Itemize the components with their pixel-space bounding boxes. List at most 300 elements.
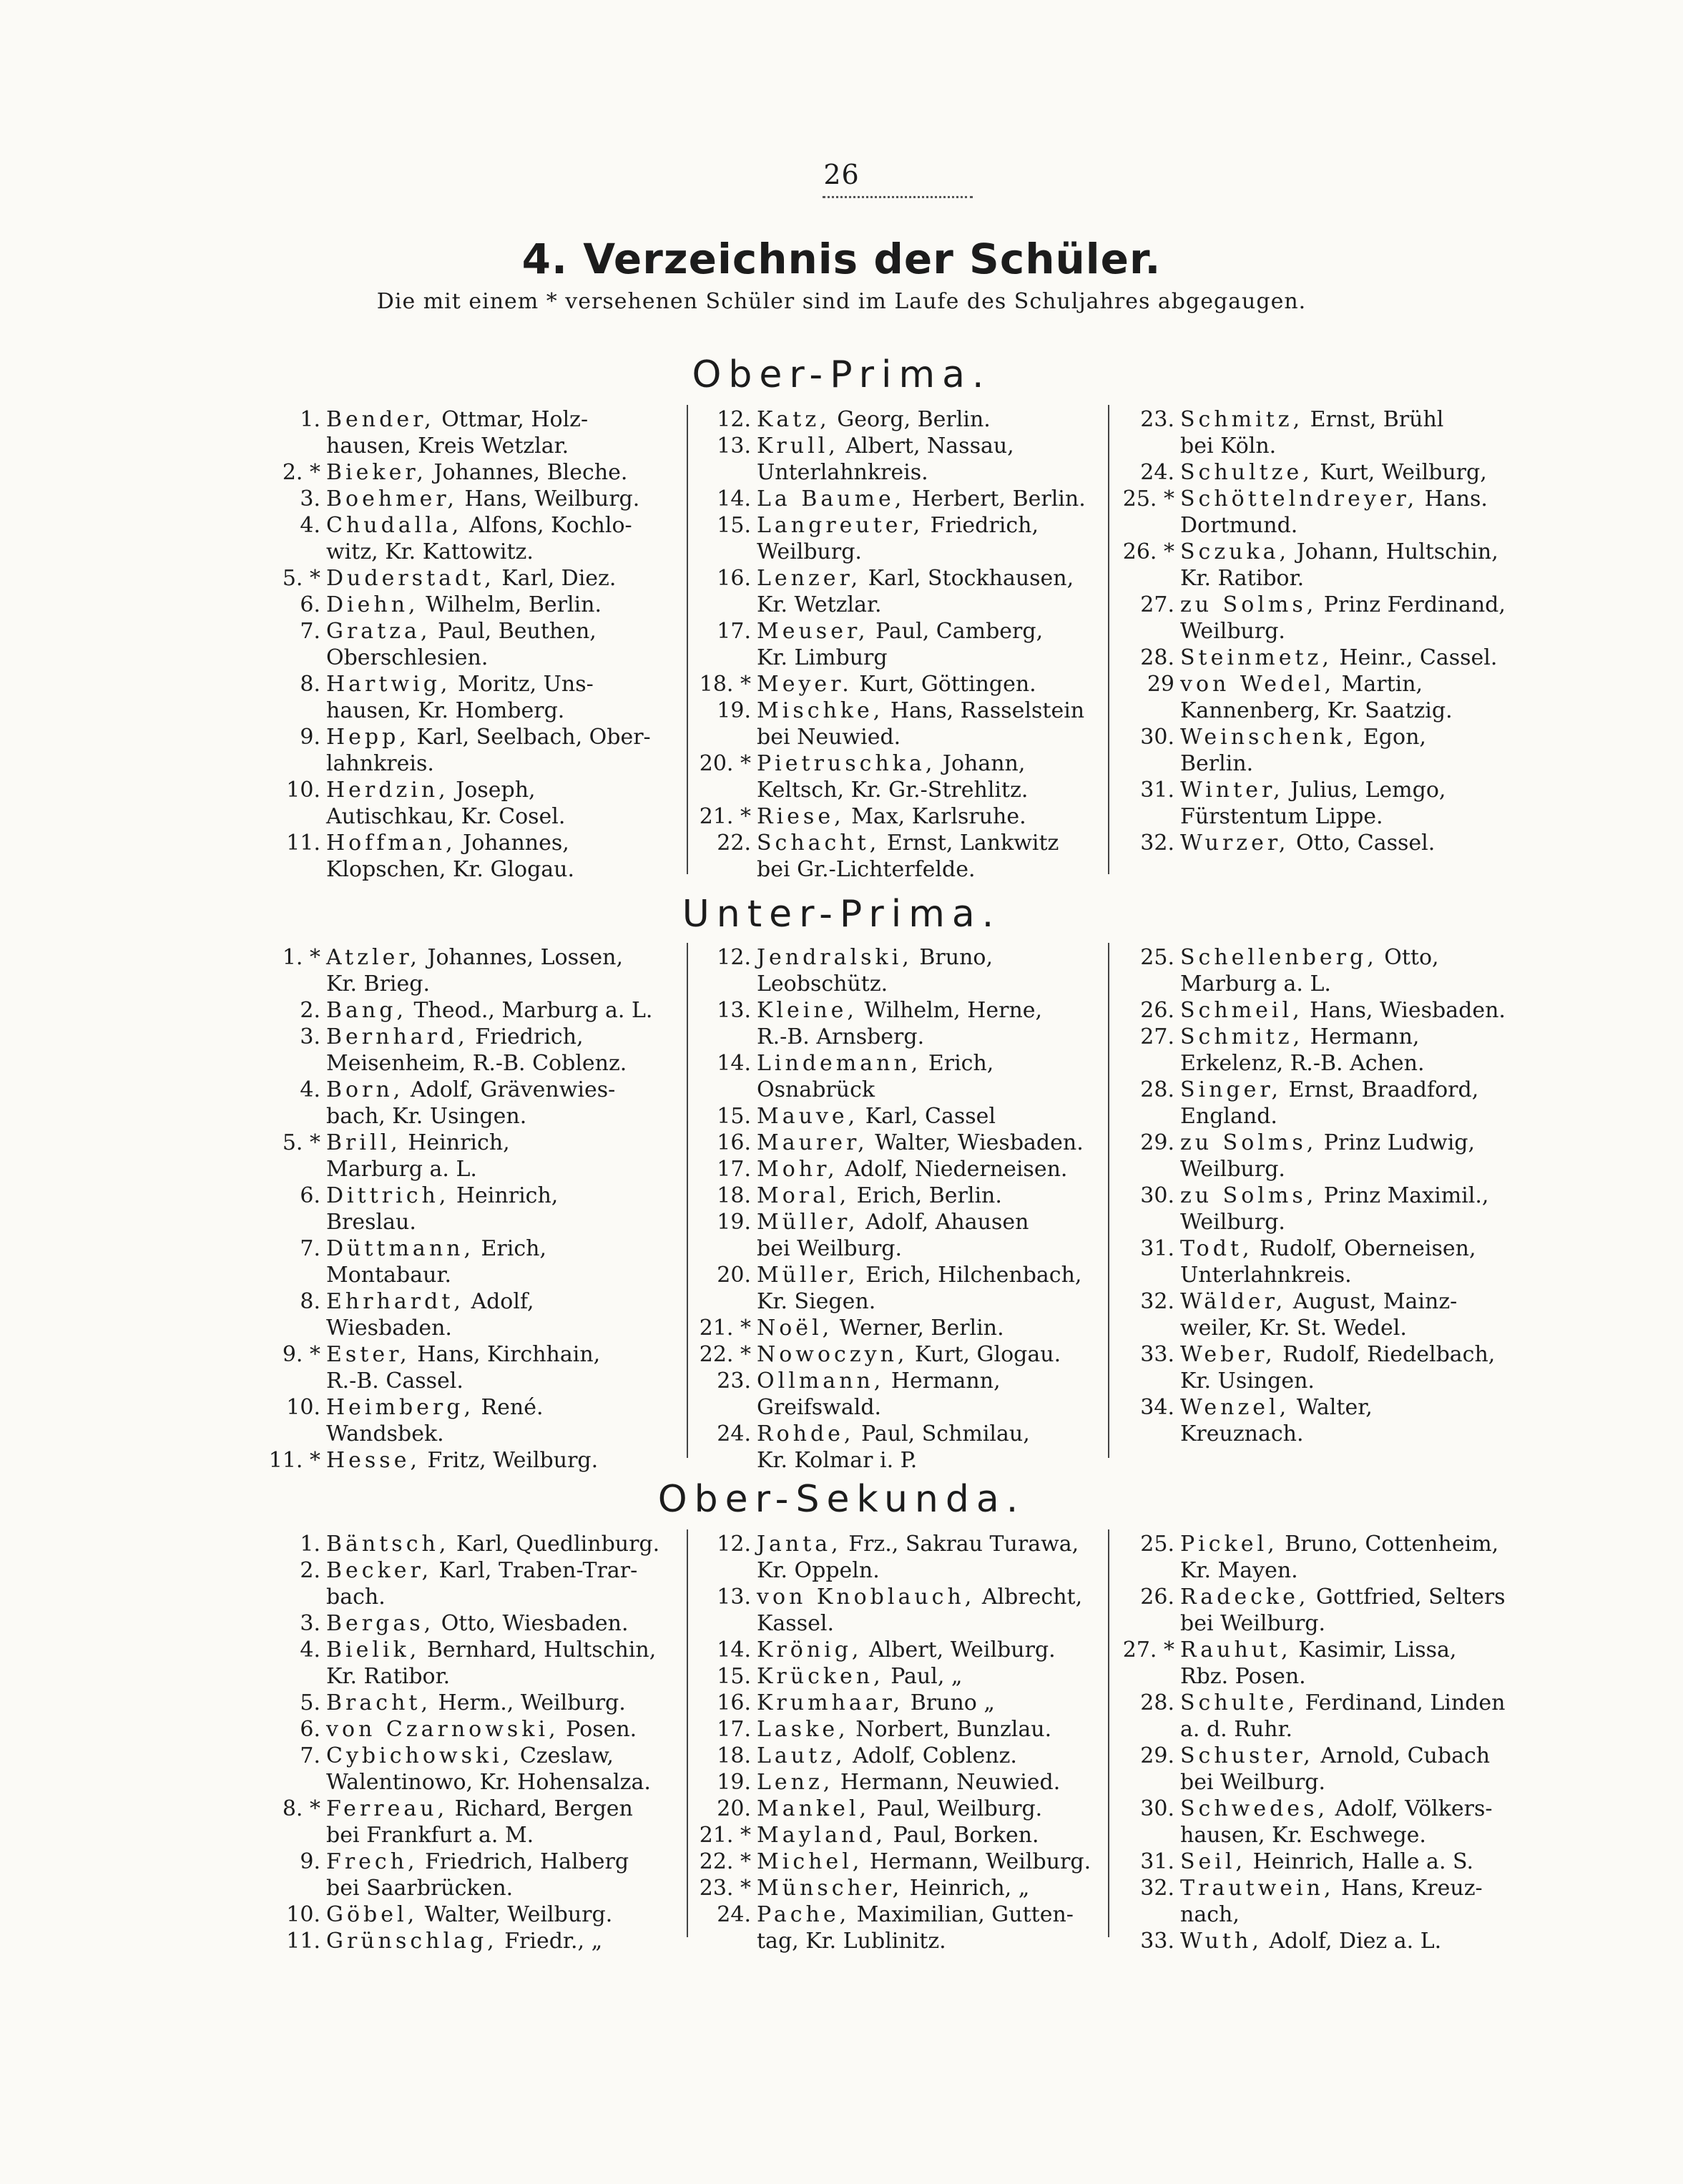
student-surname: Michel, (757, 1849, 863, 1874)
student-details: bei Neuwied. (757, 725, 901, 750)
student-line (1180, 459, 1549, 486)
student-number: 28. (1140, 1690, 1174, 1715)
student-surname: Ester, (326, 1342, 411, 1367)
student-entry (266, 1716, 695, 1743)
student-line (757, 512, 1126, 539)
student-number: 17. (717, 1157, 751, 1182)
student-line (1180, 1394, 1549, 1421)
student-line (1180, 1288, 1549, 1315)
student-line (326, 1848, 695, 1875)
student-details: Paul, Borken. (886, 1823, 1039, 1848)
student-line (326, 1769, 695, 1796)
student-surname: Hoffman, (326, 831, 456, 856)
student-details: lahnkreis. (326, 751, 434, 776)
column (1120, 944, 1549, 1447)
student-number: 5. * (282, 566, 320, 591)
student-surname: Bender, (326, 407, 435, 432)
student-details: Erich, Berlin. (850, 1183, 1002, 1208)
student-details: Hans, Kreuz- (1334, 1876, 1483, 1901)
student-details: Prinz Maximil., (1317, 1183, 1489, 1208)
student-text (757, 1875, 1126, 1901)
student-surname: Riese, (757, 804, 845, 829)
student-details: Rudolf, Oberneisen, (1252, 1236, 1476, 1261)
student-details: Hermann, Weilburg. (863, 1849, 1091, 1874)
student-text (326, 997, 695, 1024)
student-details: Albrecht, (975, 1585, 1083, 1610)
student-entry (697, 1875, 1126, 1901)
student-entry (1120, 406, 1549, 459)
student-details: Ernst, Brühl (1303, 407, 1444, 432)
student-surname: Mayland, (757, 1823, 887, 1848)
student-entry (266, 1394, 695, 1447)
student-number: 16. (717, 1690, 751, 1715)
student-line (326, 803, 695, 830)
student-entry (697, 944, 1126, 997)
student-details: Karl, Stockhausen, (861, 566, 1074, 591)
section-heading-ober-prima: Ober-Prima. (692, 353, 991, 396)
student-entry (697, 1690, 1126, 1716)
student-text (1180, 1077, 1549, 1130)
student-line (1180, 1690, 1549, 1716)
student-details: Prinz Ludwig, (1317, 1130, 1476, 1155)
student-details: Unterlahnkreis. (1180, 1263, 1352, 1288)
student-details: Max, Karlsruhe. (844, 804, 1026, 829)
student-text (326, 618, 695, 671)
student-details: Wilhelm, Herne, (857, 998, 1043, 1023)
student-entry (697, 1769, 1126, 1796)
student-entry (697, 1368, 1126, 1421)
student-details: Walentinowo, Kr. Hohensalza. (326, 1770, 651, 1795)
student-entry (1120, 1743, 1549, 1796)
student-number: 4. (300, 1077, 320, 1102)
student-details: Werner, Berlin. (833, 1316, 1004, 1341)
student-details: Adolf, Grävenwies- (403, 1077, 616, 1102)
student-line (757, 1024, 1126, 1050)
student-details: Ferdinand, Linden (1297, 1690, 1506, 1715)
student-number: 2. * (282, 460, 320, 485)
student-line (1180, 1875, 1549, 1901)
student-surname: Hartwig, (326, 672, 451, 697)
student-surname: Schacht, (757, 831, 880, 856)
student-details: Kr. Siegen. (757, 1289, 876, 1314)
student-details: Friedrich, (923, 513, 1039, 538)
student-line (1180, 1341, 1549, 1368)
student-line (757, 565, 1126, 592)
student-details: Wiesbaden. (326, 1316, 452, 1341)
student-details: Wilhelm, Berlin. (418, 592, 602, 617)
student-line (326, 406, 695, 433)
student-details: Ernst, Lankwitz (880, 831, 1059, 856)
student-number: 30. (1140, 1796, 1174, 1821)
student-number: 25. (1140, 1532, 1174, 1557)
student-number: 15. (717, 1664, 751, 1689)
student-number: 8. (300, 1289, 320, 1314)
student-line (326, 830, 695, 856)
student-surname: Diehn, (326, 592, 419, 617)
student-entry (266, 1901, 695, 1928)
student-line (326, 1341, 695, 1368)
student-number: 28. (1140, 1077, 1174, 1102)
student-text (326, 777, 695, 830)
student-surname: Katz, (757, 407, 830, 432)
student-entry (266, 1130, 695, 1182)
student-number: 4. (300, 1637, 320, 1663)
student-surname: Pickel, (1180, 1532, 1278, 1557)
student-details: Kurt, Weilburg, (1312, 460, 1487, 485)
student-details: Unterlahnkreis. (757, 460, 928, 485)
student-number: 34. (1140, 1395, 1174, 1420)
student-line (1180, 1901, 1549, 1928)
student-entry (697, 697, 1126, 750)
student-number: 22. (717, 831, 751, 856)
student-surname: Krull, (757, 434, 839, 459)
student-number: 32. (1140, 1289, 1174, 1314)
student-details: bei Weilburg. (1180, 1770, 1326, 1795)
student-surname: Mohr, (757, 1157, 838, 1182)
student-text (326, 1637, 695, 1690)
student-details: Bruno „ (903, 1690, 995, 1715)
student-surname: Wälder, (1180, 1289, 1287, 1314)
student-number: 7. (300, 1743, 320, 1768)
student-entry (266, 944, 695, 997)
student-entry (697, 618, 1126, 671)
student-text (326, 486, 695, 512)
student-text (1180, 1875, 1549, 1928)
student-entry (697, 830, 1126, 883)
student-details: Kr. Oppeln. (757, 1558, 880, 1583)
student-surname: Becker, (326, 1558, 433, 1583)
student-line (757, 1928, 1126, 1954)
student-line (326, 1716, 695, 1743)
student-line (757, 697, 1126, 724)
student-text (1180, 1584, 1549, 1637)
student-number: 12. (717, 407, 751, 432)
student-number: 6. (300, 1717, 320, 1742)
student-text (1180, 830, 1549, 856)
student-line (326, 1050, 695, 1077)
student-number: 31. (1140, 778, 1174, 803)
student-surname: Wurzer, (1180, 831, 1290, 856)
student-text (757, 1743, 1126, 1769)
student-entry (697, 1584, 1126, 1637)
student-surname: zu Solms, (1180, 592, 1318, 617)
student-details: Fürstentum Lippe. (1180, 804, 1383, 829)
student-details: Marburg a. L. (326, 1157, 477, 1182)
student-line (1180, 1315, 1549, 1341)
page-number-rule (823, 196, 973, 201)
student-details: Karl, Quedlinburg. (449, 1532, 660, 1557)
student-surname: Frech, (326, 1849, 418, 1874)
student-text (757, 1901, 1126, 1954)
student-line (1180, 1848, 1549, 1875)
student-surname: Lenz, (757, 1770, 834, 1795)
student-entry (1120, 1875, 1549, 1928)
student-line (326, 1822, 695, 1848)
student-text (757, 1421, 1126, 1474)
student-number: 5. (300, 1690, 320, 1715)
student-line (1180, 971, 1549, 997)
student-entry (1120, 1235, 1549, 1288)
student-line (757, 1156, 1126, 1182)
student-surname: Maurer, (757, 1130, 868, 1155)
student-surname: Schultze, (1180, 460, 1313, 485)
student-details: Weilburg. (1180, 619, 1285, 644)
student-line (757, 486, 1126, 512)
student-surname: Bielik, (326, 1637, 421, 1663)
student-details: bei Köln. (1180, 434, 1277, 459)
student-number: 21. * (699, 804, 751, 829)
student-entry (697, 997, 1126, 1050)
student-line (326, 1130, 695, 1156)
student-line (757, 1610, 1126, 1637)
student-line (757, 1796, 1126, 1822)
student-text (1180, 459, 1549, 486)
column-rule (1108, 943, 1109, 1458)
student-number: 11. * (268, 1448, 320, 1473)
student-number: 23. * (699, 1876, 751, 1901)
student-line (1180, 433, 1549, 459)
student-line (1180, 1663, 1549, 1690)
student-number: 20. (717, 1263, 751, 1288)
student-number: 5. * (282, 1130, 320, 1155)
student-details: Gottfried, Selters (1309, 1585, 1506, 1610)
student-entry (697, 433, 1126, 486)
student-number: 24. (1140, 460, 1174, 485)
student-details: Johannes, Lossen, (420, 945, 624, 970)
student-line (757, 1901, 1126, 1928)
student-text (326, 1716, 695, 1743)
column (266, 944, 695, 1474)
student-text (757, 433, 1126, 486)
student-line (1180, 1610, 1549, 1637)
student-details: Karl, Diez. (494, 566, 617, 591)
student-text (1180, 1341, 1549, 1394)
student-number: 14. (717, 1637, 751, 1663)
student-details: Paul, Beuthen, (431, 619, 597, 644)
student-text (1180, 1235, 1549, 1288)
student-number: 1. (300, 407, 320, 432)
student-line (757, 1368, 1126, 1394)
student-line (757, 1663, 1126, 1690)
student-details: Bruno, (912, 945, 993, 970)
student-surname: Bernhard, (326, 1024, 468, 1049)
student-surname: Moral, (757, 1183, 850, 1208)
student-entry (1120, 1341, 1549, 1394)
student-line (1180, 724, 1549, 750)
student-text (326, 724, 695, 777)
student-entry (266, 1690, 695, 1716)
student-line (757, 830, 1126, 856)
student-line (757, 1182, 1126, 1209)
student-details: Czeslaw, (513, 1743, 614, 1768)
student-line (1180, 671, 1549, 697)
student-surname: Weinschenk, (1180, 725, 1357, 750)
student-surname: Schuster, (1180, 1743, 1314, 1768)
student-entry (697, 1663, 1126, 1690)
student-details: Berlin. (1180, 751, 1254, 776)
student-line (326, 433, 695, 459)
student-number: 14. (717, 486, 751, 511)
student-surname: Müller, (757, 1210, 859, 1235)
student-number: 30. (1140, 725, 1174, 750)
student-line (757, 539, 1126, 565)
student-text (757, 1690, 1126, 1716)
student-surname: Wenzel, (1180, 1395, 1290, 1420)
student-entry (266, 1447, 695, 1474)
student-surname: Lautz, (757, 1743, 846, 1768)
student-details: Karl, Traben-Trar- (432, 1558, 638, 1583)
student-surname: Göbel, (326, 1902, 418, 1927)
student-surname: Mauve, (757, 1104, 859, 1129)
student-surname: Hepp, (326, 725, 410, 750)
student-entry (266, 997, 695, 1024)
student-line (326, 1394, 695, 1421)
student-text (326, 565, 695, 592)
student-text (757, 618, 1126, 671)
student-text (326, 512, 695, 565)
student-details: Kr. Brieg. (326, 971, 431, 996)
student-line (326, 1875, 695, 1901)
student-details: Leobschütz. (757, 971, 888, 996)
student-line (757, 777, 1126, 803)
student-details: weiler, Kr. St. Wedel. (1180, 1316, 1407, 1341)
student-text (757, 1209, 1126, 1262)
student-entry (697, 1901, 1126, 1954)
student-surname: Radecke, (1180, 1585, 1310, 1610)
student-text (1180, 1690, 1549, 1743)
student-surname: Weber, (1180, 1342, 1276, 1367)
student-details: Paul, Weilburg. (870, 1796, 1043, 1821)
student-details: Kasimir, Lissa, (1291, 1637, 1457, 1663)
student-number: 14. (717, 1051, 751, 1076)
student-line (757, 856, 1126, 883)
student-line (326, 539, 695, 565)
student-line (326, 1368, 695, 1394)
student-text (1180, 1288, 1549, 1341)
student-details: Moritz, Uns- (451, 672, 594, 697)
student-line (326, 724, 695, 750)
student-entry (697, 1130, 1126, 1156)
student-text (757, 1663, 1126, 1690)
student-details: Hermann, (1303, 1024, 1420, 1049)
student-text (326, 1901, 695, 1928)
student-details: Paul, Camberg, (868, 619, 1044, 644)
student-line (757, 406, 1126, 433)
student-details: Dortmund. (1180, 513, 1298, 538)
student-line (757, 1743, 1126, 1769)
student-details: Erich, Hilchenbach, (858, 1263, 1082, 1288)
student-details: Adolf, Coblenz. (845, 1743, 1017, 1768)
student-details: Joseph, (448, 778, 536, 803)
student-details: Erkelenz, R.-B. Achen. (1180, 1051, 1425, 1076)
student-entry (697, 1341, 1126, 1368)
student-line (326, 1901, 695, 1928)
student-number: 19. (717, 698, 751, 723)
student-details: Johannes, (456, 831, 569, 856)
student-surname: Meuser, (757, 619, 869, 644)
student-surname: Dittrich, (326, 1183, 450, 1208)
student-line (1180, 1156, 1549, 1182)
column-rule (687, 1529, 688, 1937)
student-number: 29 (1147, 672, 1174, 697)
student-details: Arnold, Cubach (1313, 1743, 1491, 1768)
student-number: 7. (300, 1236, 320, 1261)
student-surname: Duderstadt, (326, 566, 495, 591)
student-entry (697, 1103, 1126, 1130)
student-details: Weilburg. (1180, 1210, 1285, 1235)
student-number: 18. * (699, 672, 751, 697)
student-text (757, 1848, 1126, 1875)
student-text (326, 1394, 695, 1447)
student-surname: Schmitz, (1180, 407, 1304, 432)
student-text (1180, 592, 1549, 645)
student-line (1180, 1716, 1549, 1743)
student-surname: Krücken, (757, 1664, 884, 1689)
student-details: bei Saarbrücken. (326, 1876, 514, 1901)
student-entry (266, 830, 695, 883)
student-text (326, 1743, 695, 1796)
student-entry (697, 1050, 1126, 1103)
student-details: Paul, Schmilau, (854, 1421, 1030, 1446)
student-surname: Ollmann, (757, 1368, 885, 1394)
student-text (757, 486, 1126, 512)
student-number: 31. (1140, 1236, 1174, 1261)
student-surname: Jendralski, (757, 945, 913, 970)
student-details: Heinrich, (449, 1183, 559, 1208)
student-line (326, 618, 695, 645)
student-line (757, 1262, 1126, 1288)
student-surname: Atzler, (326, 945, 421, 970)
student-text (757, 1103, 1126, 1130)
student-surname: Krumhaar, (757, 1690, 904, 1715)
student-line (326, 486, 695, 512)
student-entry (697, 1209, 1126, 1262)
student-entry (266, 1024, 695, 1077)
student-line (326, 459, 695, 486)
student-number: 2. (300, 998, 320, 1023)
student-entry (1120, 1848, 1549, 1875)
column-rule (687, 943, 688, 1458)
student-line (326, 697, 695, 724)
student-line (326, 1262, 695, 1288)
student-line (326, 1447, 695, 1474)
student-details: Karl, Seelbach, Ober- (409, 725, 651, 750)
student-entry (697, 671, 1126, 697)
column-rule (1108, 1529, 1109, 1937)
student-number: 18. (717, 1743, 751, 1768)
student-text (757, 1130, 1126, 1156)
student-surname: zu Solms, (1180, 1130, 1318, 1155)
student-details: a. d. Ruhr. (1180, 1717, 1293, 1742)
student-details: Kr. Kolmar i. P. (757, 1448, 918, 1473)
student-text (757, 1182, 1126, 1209)
student-line (1180, 1557, 1549, 1584)
student-text (757, 803, 1126, 830)
student-line (1180, 1182, 1549, 1209)
student-entry (697, 750, 1126, 803)
student-surname: Pietruschka, (757, 751, 936, 776)
student-number: 15. (717, 1104, 751, 1129)
column-rule (687, 405, 688, 874)
student-line (757, 1421, 1126, 1447)
student-line (326, 1288, 695, 1315)
student-details: Heinrich, (401, 1130, 510, 1155)
student-number: 24. (717, 1421, 751, 1446)
student-entry (1120, 459, 1549, 486)
student-line (1180, 750, 1549, 777)
student-text (326, 1235, 695, 1288)
student-surname: Schmeil, (1180, 998, 1303, 1023)
